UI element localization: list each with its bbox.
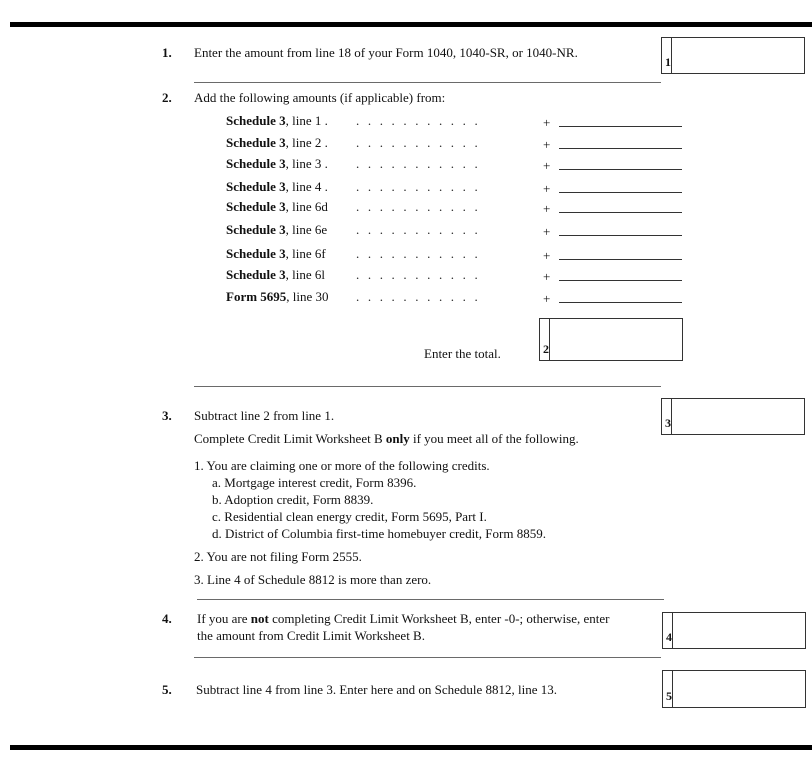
- line-4-separator: [194, 657, 661, 658]
- note-emphasis: only: [385, 431, 410, 446]
- item-source: Schedule 3: [226, 222, 286, 237]
- line-2-item-schedule3-line3: [226, 156, 686, 172]
- line-2-item-schedule3-line6l: [226, 267, 686, 283]
- line-3-entry-box: [661, 398, 805, 435]
- note-text-end: if you meet all of the following.: [409, 431, 579, 446]
- schedule3-line6d-input[interactable]: [559, 199, 682, 213]
- item-line: , line 6f: [285, 246, 326, 261]
- line-4-text-end: completing Credit Limit Worksheet B, enter -0-; otherwise, enter: [268, 611, 610, 626]
- item-line: , line 1: [285, 113, 322, 128]
- line-2-item-schedule3-line4: [226, 179, 686, 195]
- condition-1c: c. Residential clean energy credit, Form 5695, Part I.: [212, 509, 487, 524]
- line-2-total-input[interactable]: [550, 319, 718, 360]
- line-5-box-label: 5: [663, 671, 673, 707]
- line-4-text-start: If you are: [197, 611, 251, 626]
- item-source: Schedule 3: [226, 179, 286, 194]
- item-lead-dot: .: [321, 156, 328, 171]
- item-line: , line 2: [285, 135, 322, 150]
- line-2-text: Add the following amounts (if applicable) from:: [194, 90, 446, 105]
- item-source: Schedule 3: [226, 246, 286, 261]
- line-3-separator: [197, 599, 664, 600]
- line-1-text: Enter the amount from line 18 of your Form 1040, 1040-SR, or 1040-NR.: [194, 45, 578, 60]
- schedule3-line1-input[interactable]: [559, 113, 682, 127]
- item-line: , line 4: [285, 179, 322, 194]
- item-source: Schedule 3: [226, 113, 286, 128]
- dot-leader: ...........: [356, 199, 487, 214]
- line-4-input[interactable]: [673, 613, 812, 648]
- line-2-item-schedule3-line1: [226, 113, 686, 129]
- line-2-entry-box: [539, 318, 683, 361]
- plus-sign: +: [543, 137, 551, 152]
- top-border-rule: [10, 22, 812, 27]
- line-1-box-label: 1: [662, 38, 672, 73]
- condition-1a: a. Mortgage interest credit, Form 8396.: [212, 475, 417, 490]
- line-2-total-label: Enter the total.: [424, 346, 501, 361]
- schedule3-line6l-input[interactable]: [559, 267, 682, 281]
- line-1-input[interactable]: [672, 38, 812, 73]
- item-source: Schedule 3: [226, 135, 286, 150]
- condition-3: 3. Line 4 of Schedule 8812 is more than zero.: [194, 572, 432, 587]
- line-4-emphasis: not: [250, 611, 269, 626]
- line-3-worksheet-note: [194, 431, 579, 447]
- line-2-item-schedule3-line6d: [226, 199, 686, 215]
- schedule3-line4-input[interactable]: [559, 179, 682, 193]
- dot-leader: ...........: [356, 113, 487, 128]
- schedule3-line2-input[interactable]: [559, 135, 682, 149]
- plus-sign: +: [543, 291, 551, 306]
- bottom-border-rule: [10, 745, 812, 750]
- line-3-number: 3.: [162, 408, 172, 423]
- line-4-box-label: 4: [663, 613, 673, 648]
- dot-leader: ...........: [356, 156, 487, 171]
- item-line: , line 3: [285, 156, 322, 171]
- item-line: , line 6l: [285, 267, 325, 282]
- line-4-text-line2: the amount from Credit Limit Worksheet B.: [197, 628, 425, 643]
- item-line: , line 6d: [285, 199, 328, 214]
- condition-1: 1. You are claiming one or more of the following credits.: [194, 458, 490, 473]
- plus-sign: +: [543, 224, 551, 239]
- plus-sign: +: [543, 201, 551, 216]
- schedule3-line6e-input[interactable]: [559, 222, 682, 236]
- line-5-entry-box: [662, 670, 806, 708]
- worksheet-b-conditions: [194, 457, 546, 588]
- dot-leader: ...........: [356, 289, 487, 304]
- line-2-item-schedule3-line6e: [226, 222, 686, 238]
- line-4-entry-box: [662, 612, 806, 649]
- dot-leader: ...........: [356, 246, 487, 261]
- condition-2: 2. You are not filing Form 2555.: [194, 549, 362, 564]
- schedule3-line6f-input[interactable]: [559, 246, 682, 260]
- line-5-text: Subtract line 4 from line 3. Enter here and on Schedule 8812, line 13.: [196, 682, 558, 697]
- line-5-number: 5.: [162, 682, 172, 697]
- line-1-entry-box: [661, 37, 805, 74]
- plus-sign: +: [543, 158, 551, 173]
- plus-sign: +: [543, 115, 551, 130]
- line-3-input[interactable]: [672, 399, 812, 434]
- line-2-item-schedule3-line2: [226, 135, 686, 151]
- line-2-separator: [194, 386, 661, 387]
- line-3-box-label: 3: [662, 399, 672, 434]
- line-4-number: 4.: [162, 611, 172, 626]
- item-line: , line 30: [286, 289, 329, 304]
- dot-leader: ...........: [356, 179, 487, 194]
- line-4-text: [197, 611, 609, 627]
- line-1-number: 1.: [162, 45, 172, 60]
- dot-leader: ...........: [356, 222, 487, 237]
- condition-1b: b. Adoption credit, Form 8839.: [212, 492, 374, 507]
- item-source: Schedule 3: [226, 267, 286, 282]
- item-source: Schedule 3: [226, 199, 286, 214]
- line-2-box-label: 2: [540, 319, 550, 360]
- line-5-input[interactable]: [673, 671, 812, 707]
- item-lead-dot: .: [321, 135, 328, 150]
- line-1-separator: [194, 82, 661, 83]
- dot-leader: ...........: [356, 135, 487, 150]
- schedule3-line3-input[interactable]: [559, 156, 682, 170]
- item-lead-dot: .: [321, 179, 328, 194]
- form5695-line30-input[interactable]: [559, 289, 682, 303]
- line-2-number: 2.: [162, 90, 172, 105]
- condition-1d: d. District of Columbia first-time homebuyer credit, Form 8859.: [212, 526, 546, 541]
- item-source: Form 5695: [226, 289, 287, 304]
- line-3-text: Subtract line 2 from line 1.: [194, 408, 335, 423]
- plus-sign: +: [543, 248, 551, 263]
- plus-sign: +: [543, 269, 551, 284]
- item-source: Schedule 3: [226, 156, 286, 171]
- item-line: , line 6e: [285, 222, 328, 237]
- item-lead-dot: .: [321, 113, 328, 128]
- plus-sign: +: [543, 181, 551, 196]
- line-2-item-schedule3-line6f: [226, 246, 686, 262]
- dot-leader: ...........: [356, 267, 487, 282]
- note-text: Complete Credit Limit Worksheet B: [194, 431, 386, 446]
- line-2-item-form5695-line30: [226, 289, 686, 305]
